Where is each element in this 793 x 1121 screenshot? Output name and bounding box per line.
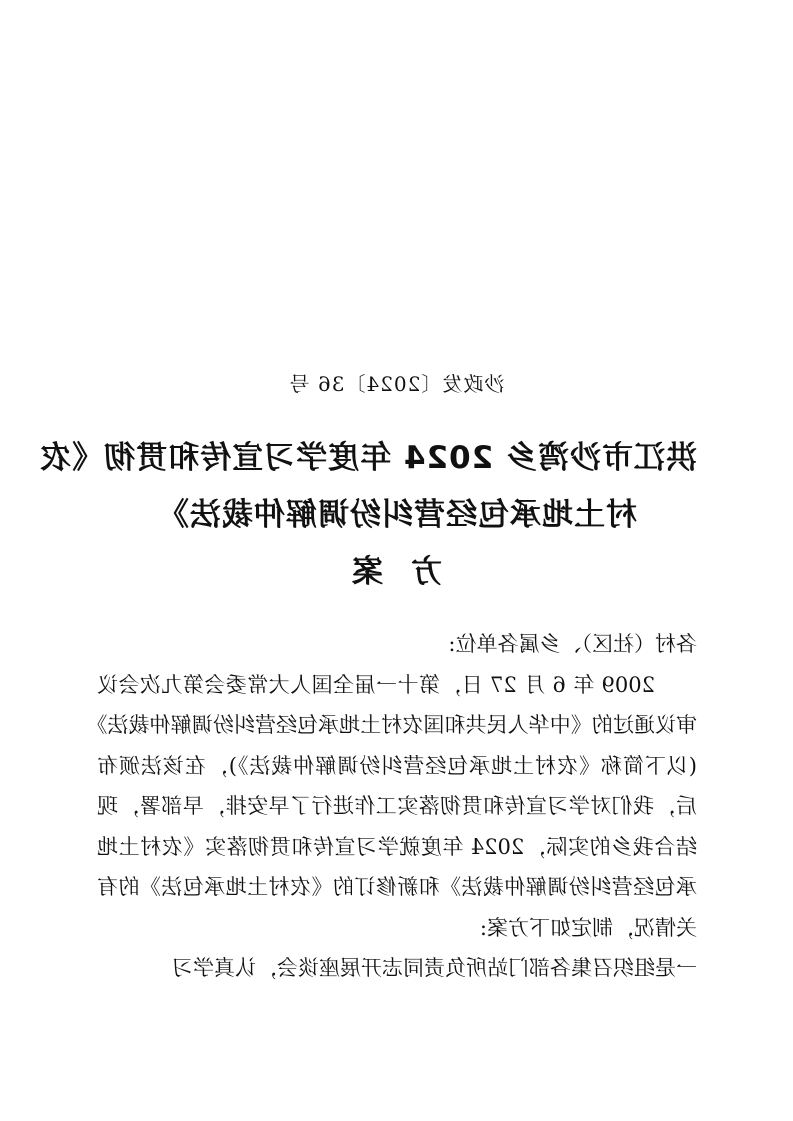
title-line-3: 方案 bbox=[324, 554, 442, 590]
title-line-1: 洪江市沙湾乡 2024 年度学习宣传和贯彻《农 bbox=[39, 440, 697, 476]
salutation: 各村（社区）、乡属各单位: bbox=[448, 632, 697, 656]
document-title bbox=[39, 430, 697, 601]
document-number: 沙政发〔2024〕36 号 bbox=[288, 372, 505, 396]
title-line-2: 村土地承包经营纠纷调解仲裁法》 bbox=[157, 497, 637, 533]
document-body bbox=[97, 624, 697, 989]
body-paragraph-1: 2009 年 6 月 27 日，第十一届全国人大常委会第九次会议审议通过的《中华人民共和国农村土地承包经营纠纷调解仲裁法》(以下简称《农村土地承包经营纠纷调解仲裁法》)，在该法颁布后，我们对学习宣传和贯彻落实工作进行了早安排，早部署，现结合我乡的实际，2024 年度就学习宣传和贯彻落实《农村土地承包经营纠纷调解仲裁法》和新修订的《农村土地承包法》的有关情况，制定如下方案: bbox=[97, 672, 697, 940]
body-paragraph-2: 一是组织召集各部门站所负责同志开展座谈会，认真学习 bbox=[172, 956, 697, 980]
